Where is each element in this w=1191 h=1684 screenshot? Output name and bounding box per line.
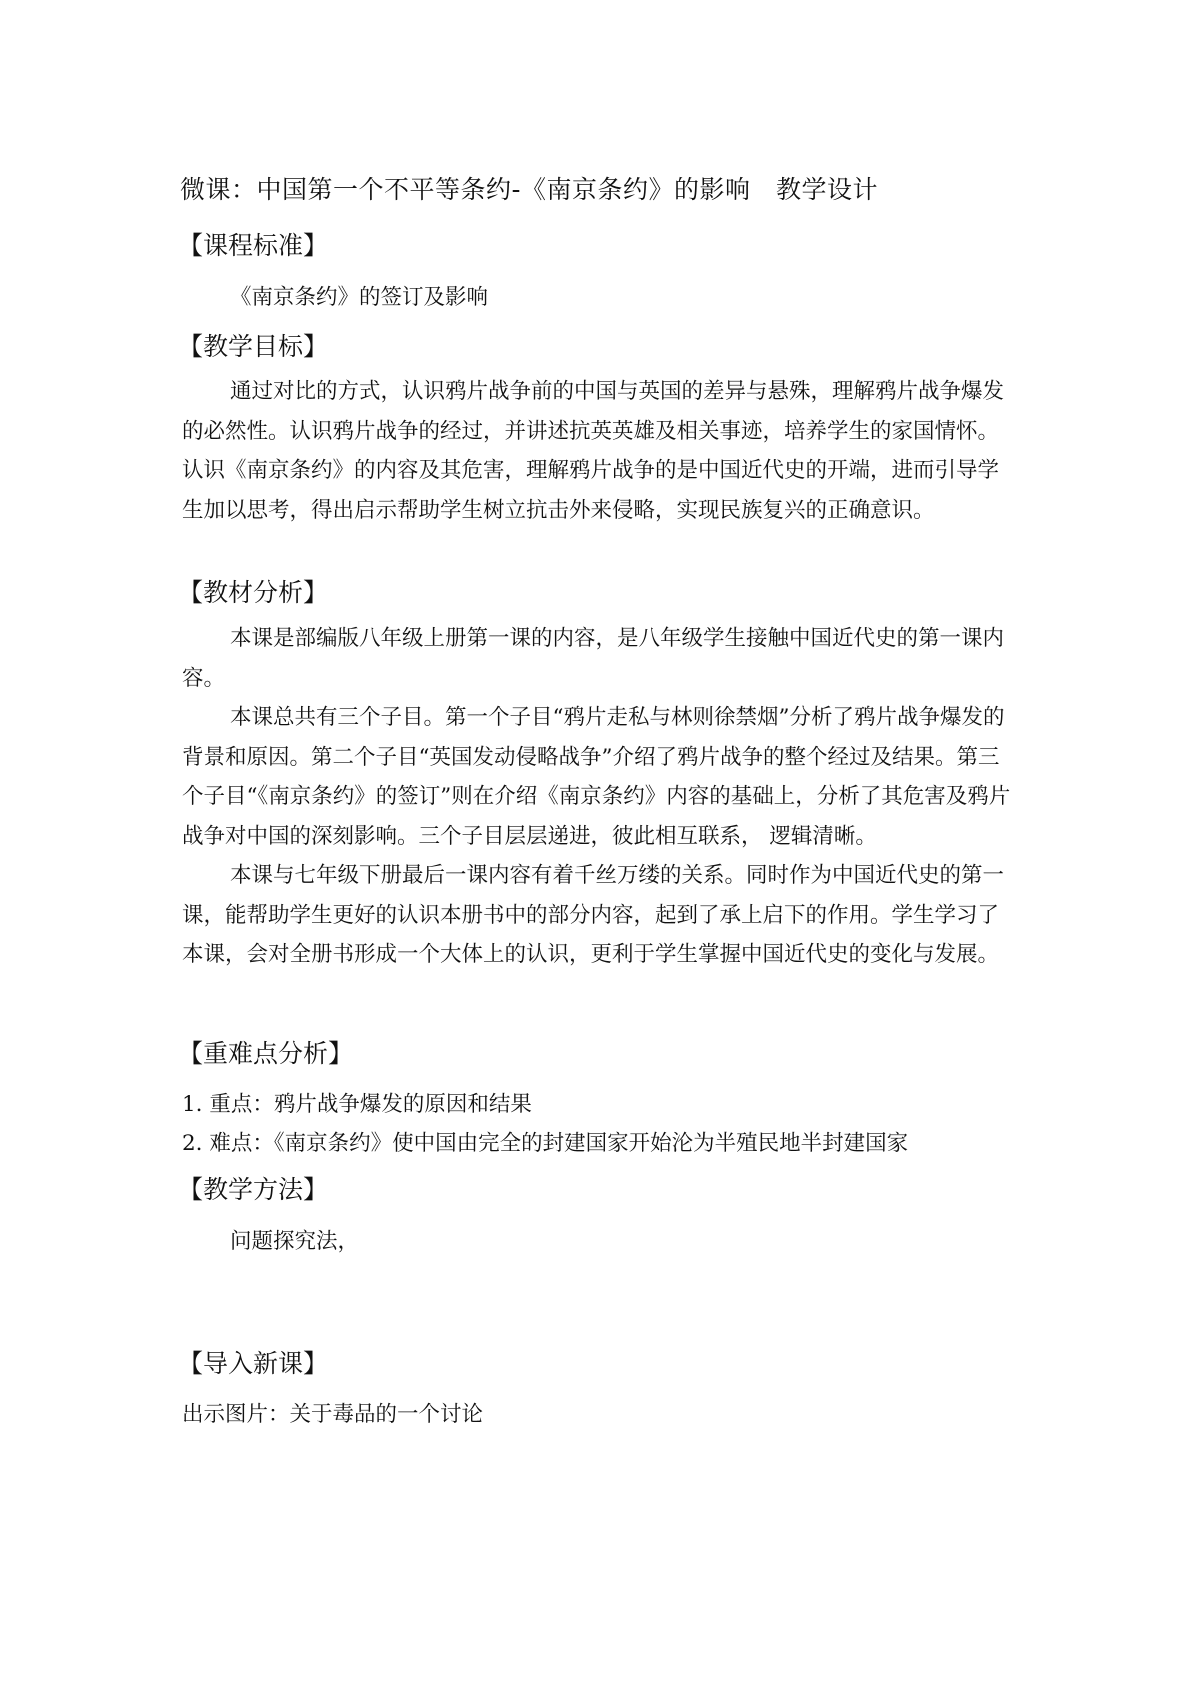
intro-lesson-text: 出示图片：关于毒品的一个讨论 bbox=[182, 1402, 484, 1427]
key-point-item: 1. 重点：鸦片战争爆发的原因和结果 bbox=[182, 1092, 532, 1117]
document-title: 微课：中国第一个不平等条约-《南京条约》的影响 教学设计 bbox=[180, 175, 879, 204]
material-analysis-paragraph: 本课是部编版八年级上册第一课的内容，是八年级学生接触中国近代史的第一课内容。 bbox=[182, 626, 1005, 691]
material-analysis-paragraph: 本课与七年级下册最后一课内容有着千丝万缕的关系。同时作为中国近代史的第一课，能帮助学生更好的认识本册书中的部分内容，起到了承上启下的作用。学生学习了本课，会对全册书形成一个大体上的认识，更利于学生掌握中国近代史的变化与发展。 bbox=[182, 863, 1005, 967]
heading-intro-lesson: 【导入新课】 bbox=[178, 1349, 329, 1378]
heading-teaching-goals: 【教学目标】 bbox=[178, 332, 329, 361]
teaching-goals-paragraph: 通过对比的方式，认识鸦片战争前的中国与英国的差异与悬殊，理解鸦片战争爆发的必然性。认识鸦片战争的经过，并讲述抗英英雄及相关事迹，培养学生的家国情怀。认识《南京条约》的内容及其危害，理解鸦片战争的是中国近代史的开端，进而引导学生加以思考，得出启示帮助学生树立抗击外来侵略，实现民族复兴的正确意识。 bbox=[182, 379, 1005, 523]
teaching-goals-text bbox=[182, 372, 1012, 530]
heading-teaching-method: 【教学方法】 bbox=[178, 1175, 329, 1204]
material-analysis-paragraph: 本课总共有三个子目。第一个子目“鸦片走私与林则徐禁烟”分析了鸦片战争爆发的背景和原因。第二个子目“英国发动侵略战争”介绍了鸦片战争的整个经过及结果。第三个子目“《南京条约》的签订”则在介绍《南京条约》内容的基础上，分析了其危害及鸦片战争对中国的深刻影响。三个子目层层递进，彼此相互联系， 逻辑清晰。 bbox=[182, 705, 1011, 849]
heading-key-points: 【重难点分析】 bbox=[178, 1039, 354, 1068]
material-analysis-text bbox=[182, 619, 1012, 975]
teaching-method-text: 问题探究法， bbox=[230, 1229, 360, 1254]
heading-course-standard: 【课程标准】 bbox=[178, 231, 329, 260]
course-standard-text: 《南京条约》的签订及影响 bbox=[230, 285, 489, 310]
heading-material-analysis: 【教材分析】 bbox=[178, 578, 329, 607]
key-point-item: 2. 难点：《南京条约》使中国由完全的封建国家开始沦为半殖民地半封建国家 bbox=[182, 1131, 909, 1156]
